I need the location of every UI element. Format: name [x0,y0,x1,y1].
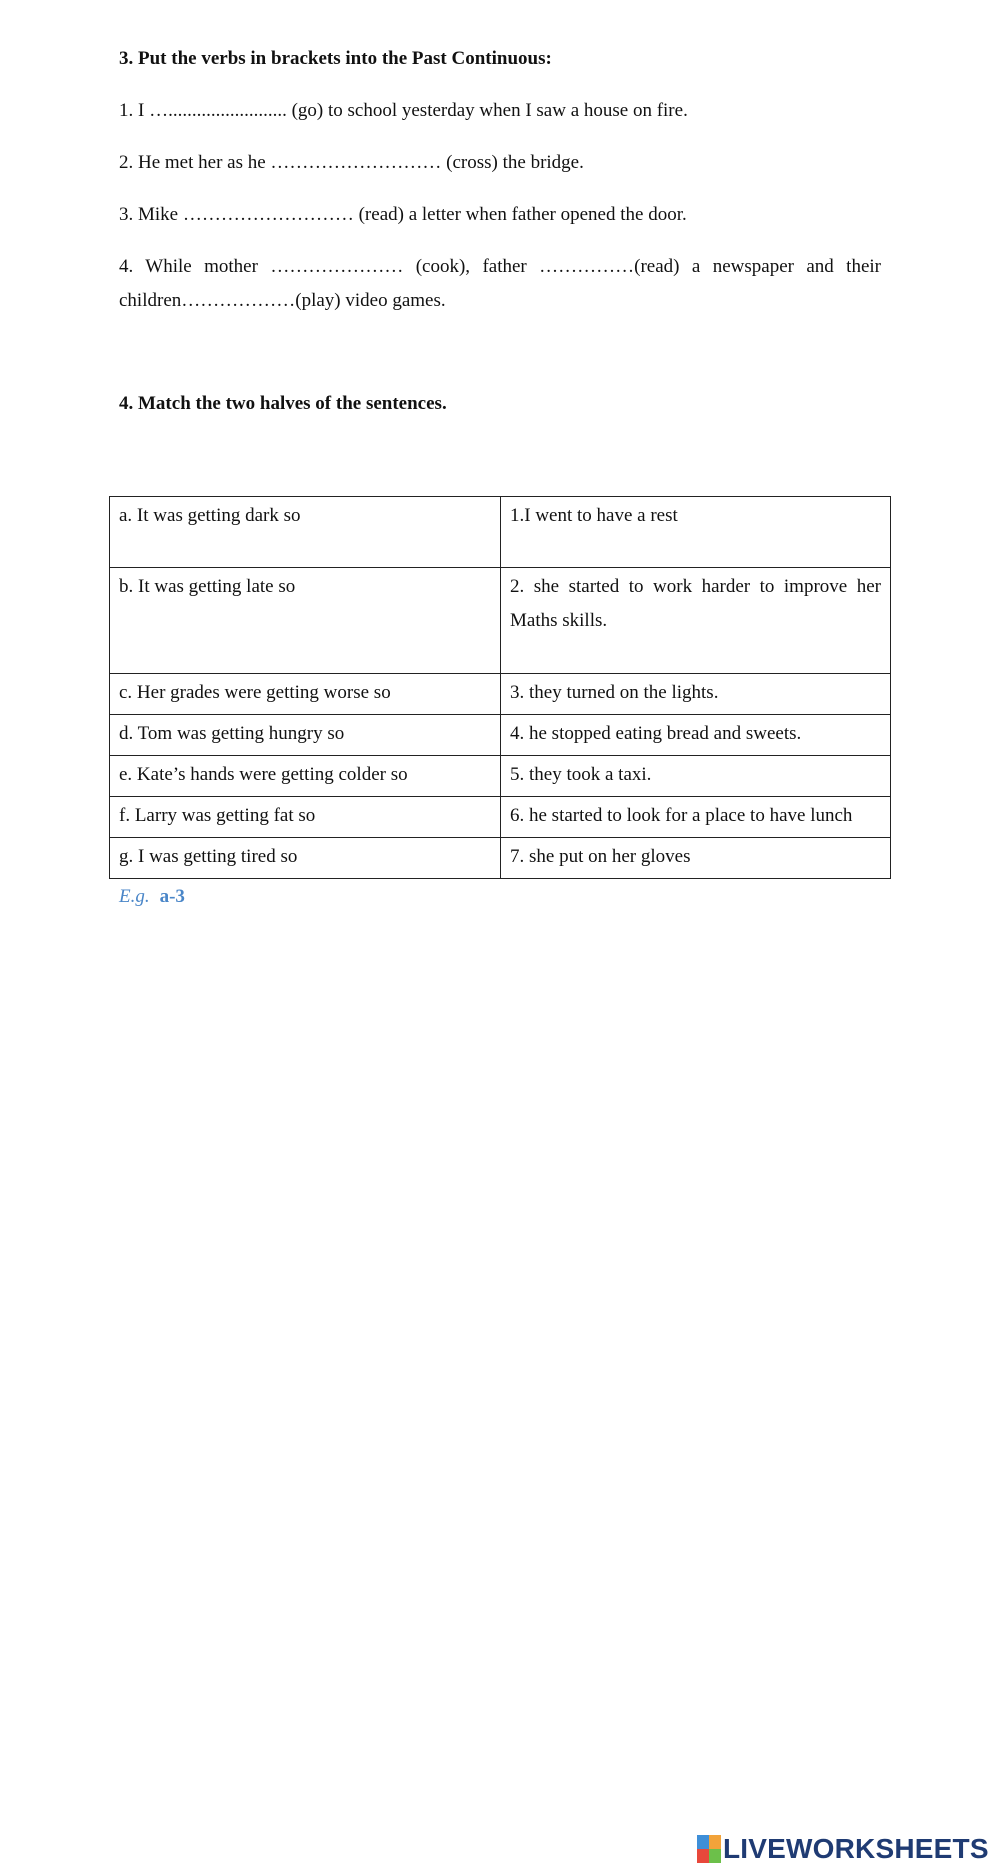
table-row [110,797,891,838]
left-half-b: b. It was getting late so [110,568,501,674]
left-half-c: c. Her grades were getting worse so [110,674,501,715]
exercise-3-title: 3. Put the verbs in brackets into the Past Continuous: [119,48,552,69]
table-row [110,838,891,879]
example-value: a-3 [159,886,185,907]
right-half-3: 3. they turned on the lights. [501,674,891,715]
exercise-3-item-2: 2. He met her as he ……………………… (cross) the bridge. [119,152,584,173]
table-row [110,674,891,715]
table-row [110,568,891,674]
right-half-5: 5. they took a taxi. [501,756,891,797]
left-half-f: f. Larry was getting fat so [110,797,501,838]
exercise-3-item-4: 4. While mother ………………… (cook), father ……………(read) a newspaper and their [119,256,881,277]
example-prefix: E.g. [119,886,150,907]
left-half-a: a. It was getting dark so [110,497,501,568]
exercise-3-item-1: 1. I …......................... (go) to school yesterday when I saw a house on fire. [119,100,688,121]
exercise-3-item-4-cont: children………………(play) video games. [119,290,446,311]
right-half-4: 4. he stopped eating bread and sweets. [501,715,891,756]
match-table [109,496,891,879]
left-half-d: d. Tom was getting hungry so [110,715,501,756]
table-row [110,715,891,756]
exercise-3-item-3: 3. Mike ……………………… (read) a letter when father opened the door. [119,204,687,225]
right-half-1: 1.I went to have a rest [501,497,891,568]
example-answer [119,886,185,908]
left-half-g: g. I was getting tired so [110,838,501,879]
right-half-6: 6. he started to look for a place to have lunch [501,797,891,838]
liveworksheets-logo-icon [697,1835,721,1863]
left-half-e: e. Kate’s hands were getting colder so [110,756,501,797]
right-half-2: 2. she started to work harder to improve her Maths skills. [501,568,891,674]
liveworksheets-logo [697,1833,989,1865]
liveworksheets-brand: LIVEWORKSHEETS [723,1833,989,1864]
exercise-4-title: 4. Match the two halves of the sentences. [119,393,447,414]
table-row [110,756,891,797]
table-row [110,497,891,568]
right-half-7: 7. she put on her gloves [501,838,891,879]
